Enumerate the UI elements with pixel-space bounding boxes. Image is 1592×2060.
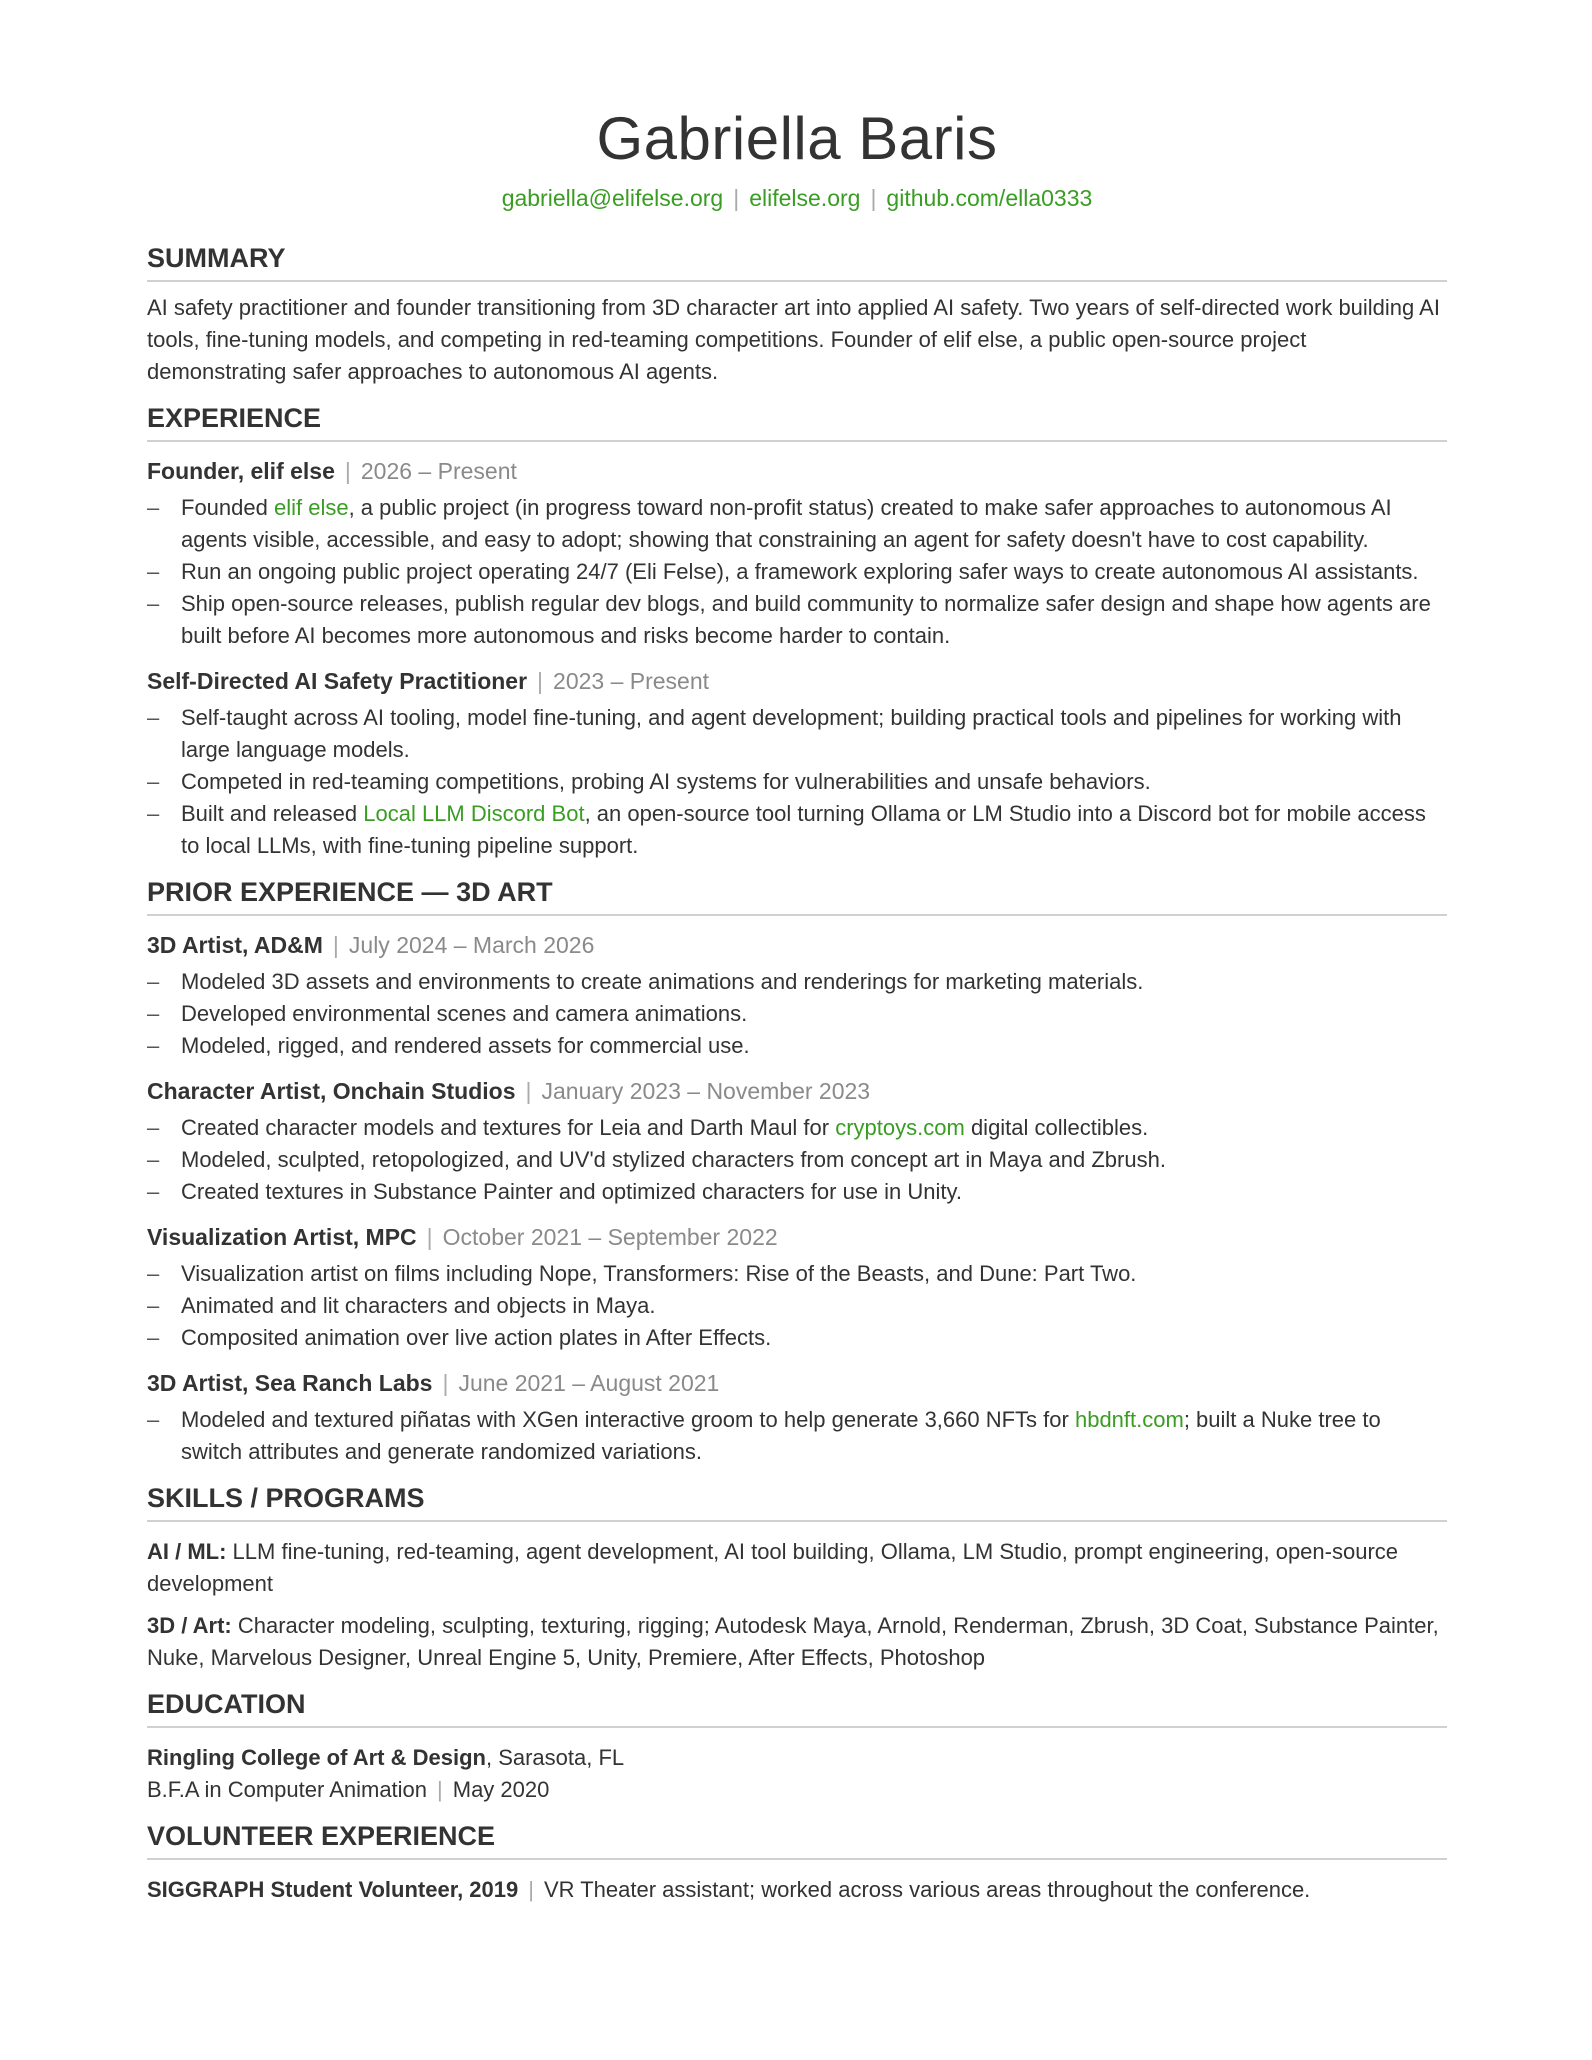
dash-icon: – — [147, 1325, 160, 1350]
job-date: July 2024 – March 2026 — [348, 932, 595, 958]
job-header — [147, 1074, 1447, 1108]
dash-icon: – — [147, 1001, 160, 1026]
education-section — [147, 1686, 1447, 1806]
section-title-experience: EXPERIENCE — [147, 400, 1447, 442]
school-name: Ringling College of Art & Design — [147, 1745, 486, 1770]
section-title-volunteer: VOLUNTEER EXPERIENCE — [147, 1818, 1447, 1860]
bullet-item — [147, 798, 1447, 862]
job-header — [147, 928, 1447, 962]
resume-name: Gabriella Baris — [596, 105, 998, 172]
bullet-item — [147, 702, 1447, 766]
bullet-text: Competed in red-teaming competitions, probing AI systems for vulnerabilities and unsafe behaviors. — [181, 769, 1151, 794]
separator: | — [442, 1370, 449, 1396]
dash-icon: – — [147, 1293, 160, 1318]
section-title-prior-experience: PRIOR EXPERIENCE — 3D ART — [147, 874, 1447, 916]
bullet-text: Created textures in Substance Painter and optimized characters for use in Unity. — [181, 1179, 962, 1204]
bullet-item — [147, 998, 1447, 1030]
bullet-item — [147, 556, 1447, 588]
section-title-skills: SKILLS / PROGRAMS — [147, 1480, 1447, 1522]
separator: | — [437, 1777, 443, 1802]
bullet-text: Built and released — [181, 801, 364, 826]
skill-text: LLM fine-tuning, red-teaming, agent development, AI tool building, Ollama, LM Studio, prompt engineering, open-source development — [147, 1539, 1399, 1596]
bullet-text: Modeled 3D assets and environments to create animations and renderings for marketing materials. — [181, 969, 1144, 994]
separator: | — [426, 1224, 433, 1250]
dash-icon: – — [147, 1033, 160, 1058]
dash-icon: – — [147, 1407, 160, 1432]
section-title-education: EDUCATION — [147, 1686, 1447, 1728]
bullet-item — [147, 1322, 1447, 1354]
bullet-item — [147, 492, 1447, 556]
prior-jobs — [147, 928, 1447, 1468]
dash-icon: – — [147, 559, 160, 584]
dash-icon: – — [147, 1115, 160, 1140]
bullet-item — [147, 966, 1447, 998]
bullet-text: Composited animation over live action plates in After Effects. — [181, 1325, 772, 1350]
skill-label: AI / ML: — [147, 1539, 227, 1564]
job-title: 3D Artist, Sea Ranch Labs — [147, 1370, 433, 1396]
bullet-text: Visualization artist on films including Nope, Transformers: Rise of the Beasts, and Dune: Part Two. — [181, 1261, 1137, 1286]
dash-icon: – — [147, 705, 160, 730]
job-bullets — [147, 1112, 1447, 1208]
bullet-item — [147, 1144, 1447, 1176]
school-location: , Sarasota, FL — [485, 1745, 625, 1770]
bullet-text: Modeled, sculpted, retopologized, and UV'd stylized characters from concept art in Maya and Zbrush. — [181, 1147, 1166, 1172]
degree: B.F.A in Computer Animation — [147, 1777, 428, 1802]
bullet-item — [147, 766, 1447, 798]
dash-icon: – — [147, 1179, 160, 1204]
separator: | — [528, 1877, 534, 1902]
dash-icon: – — [147, 769, 160, 794]
contact-line — [147, 182, 1447, 214]
bullet-text: Founded — [181, 495, 274, 520]
resume-page — [147, 100, 1447, 1906]
job-bullets — [147, 1404, 1447, 1468]
email-link[interactable]: gabriella@elifelse.org — [501, 185, 724, 211]
volunteer-line — [147, 1874, 1447, 1906]
bullet-link[interactable]: cryptoys.com — [835, 1115, 965, 1140]
dash-icon: – — [147, 1261, 160, 1286]
education-degree-line — [147, 1774, 1447, 1806]
prior-experience-section — [147, 874, 1447, 1468]
job-header — [147, 1366, 1447, 1400]
bullet-item — [147, 1030, 1447, 1062]
degree-date: May 2020 — [452, 1777, 550, 1802]
bullet-link[interactable]: hbdnft.com — [1074, 1407, 1184, 1432]
volunteer-section — [147, 1818, 1447, 1906]
job-bullets — [147, 966, 1447, 1062]
bullet-text: Created character models and textures for Leia and Darth Maul for — [181, 1115, 836, 1140]
job-header — [147, 664, 1447, 698]
dash-icon: – — [147, 969, 160, 994]
summary-section — [147, 240, 1447, 388]
bullet-item — [147, 1290, 1447, 1322]
bullet-item — [147, 1404, 1447, 1468]
job-bullets — [147, 492, 1447, 652]
job-date: 2026 – Present — [360, 458, 517, 484]
job-bullets — [147, 1258, 1447, 1354]
skill-label: 3D / Art: — [147, 1613, 232, 1638]
job-date: January 2023 – November 2023 — [541, 1078, 871, 1104]
job-title: 3D Artist, AD&M — [147, 932, 323, 958]
bullet-link[interactable]: elif else — [273, 495, 349, 520]
bullet-text: digital collectibles. — [964, 1115, 1149, 1140]
bullet-text: Developed environmental scenes and camera animations. — [181, 1001, 748, 1026]
volunteer-role: SIGGRAPH Student Volunteer, 2019 — [147, 1877, 519, 1902]
bullet-item — [147, 1258, 1447, 1290]
bullet-text: Modeled and textured piñatas with XGen interactive groom to help generate 3,660 NFTs for — [181, 1407, 1075, 1432]
bullet-text: ; built a Nuke tree to switch attributes and generate randomized variations. — [181, 1407, 1381, 1464]
job-header — [147, 454, 1447, 488]
separator: | — [870, 185, 877, 211]
bullet-text: , an open-source tool turning Ollama or LM Studio into a Discord bot for mobile access to local LLMs, with fine-tuning pipeline support. — [181, 801, 1426, 858]
dash-icon: – — [147, 495, 160, 520]
skill-text: Character modeling, sculpting, texturing, rigging; Autodesk Maya, Arnold, Renderman, Zbrush, 3D Coat, Substance Painter, Nuke, Marvelous Designer, Unreal Engine 5, Unity, Premiere, After Effects, Photoshop — [147, 1613, 1439, 1670]
dash-icon: – — [147, 591, 160, 616]
bullet-item — [147, 1176, 1447, 1208]
bullet-item — [147, 588, 1447, 652]
bullet-link[interactable]: Local LLM Discord Bot — [363, 801, 585, 826]
skill-ai-ml — [147, 1536, 1447, 1600]
bullet-text: Run an ongoing public project operating 24/7 (Eli Felse), a framework exploring safer ways to create autonomous AI assistants. — [181, 559, 1419, 584]
section-title-summary: SUMMARY — [147, 240, 1447, 282]
website-link[interactable]: elifelse.org — [749, 185, 861, 211]
skill-3d-art — [147, 1610, 1447, 1674]
volunteer-text: VR Theater assistant; worked across various areas throughout the conference. — [543, 1877, 1311, 1902]
separator: | — [344, 458, 351, 484]
job-title: Visualization Artist, MPC — [147, 1224, 417, 1250]
job-date: 2023 – Present — [553, 668, 710, 694]
separator: | — [537, 668, 544, 694]
github-link[interactable]: github.com/ella0333 — [886, 185, 1093, 211]
job-bullets — [147, 702, 1447, 862]
bullet-item — [147, 1112, 1447, 1144]
bullet-text: Self-taught across AI tooling, model fine-tuning, and agent development; building practical tools and pipelines for working with large language models. — [181, 705, 1402, 762]
job-title: Founder, elif else — [147, 458, 335, 484]
experience-section — [147, 400, 1447, 862]
job-date: June 2021 – August 2021 — [458, 1370, 720, 1396]
summary-text: AI safety practitioner and founder transitioning from 3D character art into applied AI safety. Two years of self-directed work building AI tools, fine-tuning models, and competing in red-teaming competitions. Founder of elif else, a public open-source project demonstrating safer approaches to autonomous AI agents. — [147, 295, 1440, 384]
job-date: October 2021 – September 2022 — [442, 1224, 778, 1250]
separator: | — [733, 185, 740, 211]
bullet-text: , a public project (in progress toward non-profit status) created to make safer approaches to autonomous AI agents visible, accessible, and easy to adopt; showing that constraining an agent for safety doesn't have to cost capability. — [181, 495, 1392, 552]
bullet-text: Ship open-source releases, publish regular dev blogs, and build community to normalize safer design and shape how agents are built before AI becomes more autonomous and risks become harder to contain. — [181, 591, 1431, 648]
job-header — [147, 1220, 1447, 1254]
dash-icon: – — [147, 1147, 160, 1172]
experience-jobs — [147, 454, 1447, 862]
skills-section — [147, 1480, 1447, 1674]
education-school-line — [147, 1742, 1447, 1774]
bullet-text: Modeled, rigged, and rendered assets for commercial use. — [181, 1033, 750, 1058]
job-title: Self-Directed AI Safety Practitioner — [147, 668, 528, 694]
job-title: Character Artist, Onchain Studios — [147, 1078, 516, 1104]
bullet-text: Animated and lit characters and objects in Maya. — [181, 1293, 656, 1318]
dash-icon: – — [147, 801, 160, 826]
separator: | — [332, 932, 339, 958]
separator: | — [525, 1078, 532, 1104]
